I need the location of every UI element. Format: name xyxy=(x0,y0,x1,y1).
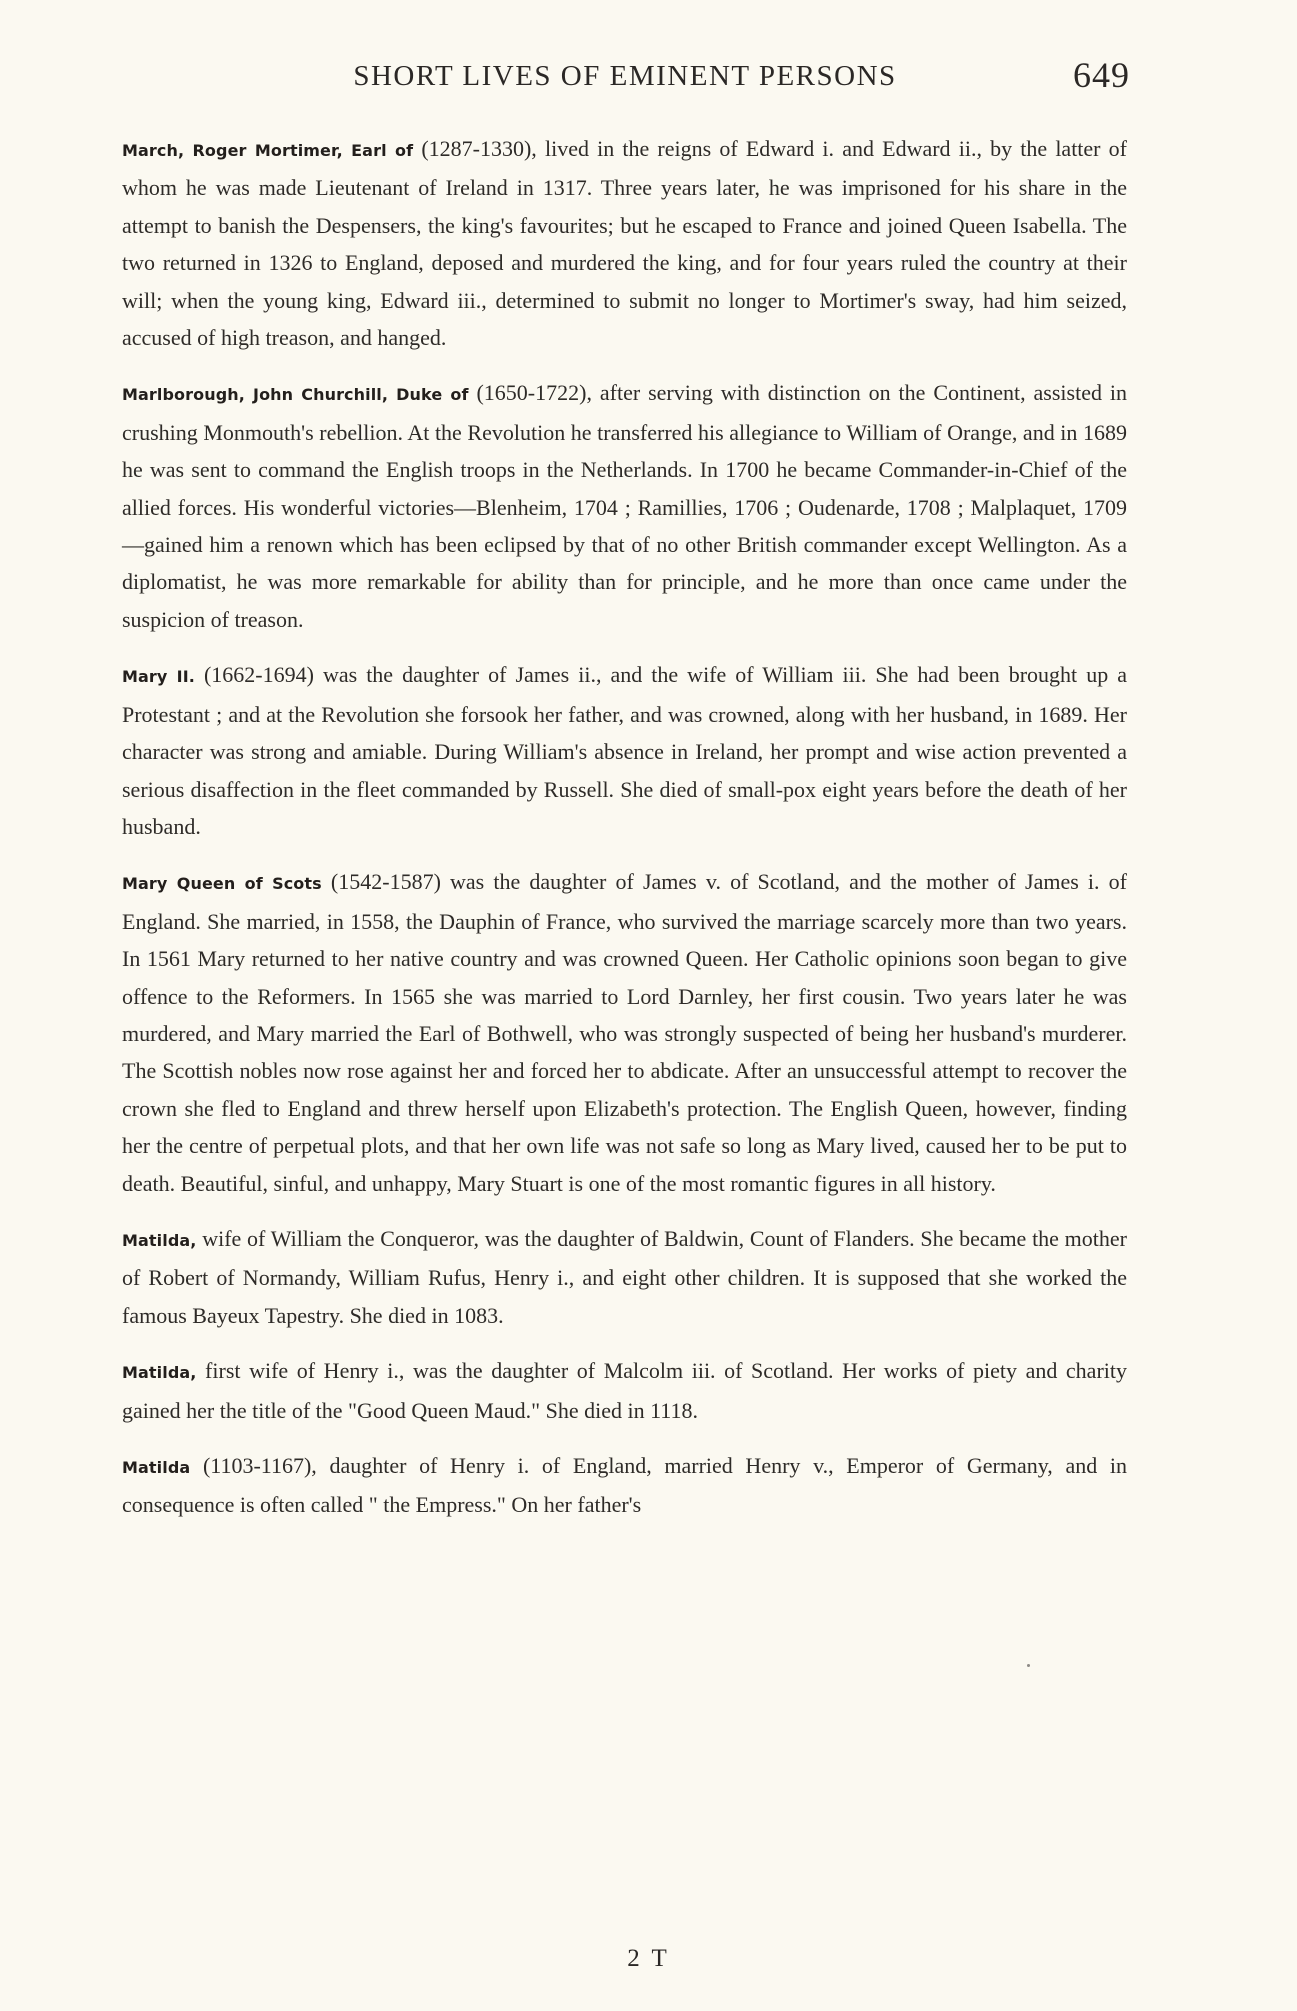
biography-entries xyxy=(122,130,1127,1542)
entry-headword: Matilda, xyxy=(122,1363,197,1383)
entry-headword: March, Roger Mortimer, Earl of xyxy=(122,141,414,160)
entry-text: (1103-1167), daughter of Henry i. of England, married Henry v., Emperor of Germany, and in consequence is often called " the Empress." On her father's xyxy=(122,1453,1127,1518)
entry-mary-queen-of-scots xyxy=(122,863,1127,1202)
running-head xyxy=(120,52,1130,100)
entry-text: (1650-1722), after serving with distinction on the Continent, assisted in crushing Monmouth's rebellion. At the Revolution he transferred his allegiance to William of Orange, and in 1689 he was sent to command the English troops in the Netherlands. In 1700 he became Commander-in-Chief of the allied forces. His wonderful victories—Blenheim, 1704 ; Ramillies, 1706 ; Oudenarde, 1708 ; Malplaquet, 1709—gained him a renown which has been eclipsed by that of no other British commander except Wellington. As a diplomatist, he was more remarkable for ability than for principle, and he more than once came under the suspicion of treason. xyxy=(122,380,1127,632)
signature-mark: 2 T xyxy=(627,1945,670,1972)
entry-headword: Mary II. xyxy=(122,667,195,687)
entry-march xyxy=(122,130,1127,356)
entry-text: (1542-1587) was the daughter of James v. of Scotland, and the mother of James i. of England. She married, in 1558, the Dauphin of France, who survived the marriage scarcely more than two years. In 1561 Mary returned to her native country and was crowned Queen. Her Catholic opinions soon began to give offence to the Reformers. In 1565 she was married to Lord Darnley, her first cousin. Two years later he was murdered, and Mary married the Earl of Bothwell, who was strongly suspected of being her husband's murderer. The Scottish nobles now rose against her and forced her to abdicate. After an unsuccessful attempt to recover the crown she fled to England and threw herself upon Elizabeth's protection. The English Queen, however, finding her the centre of perpetual plots, and that her own life was not safe so long as Mary lived, caused her to be put to death. Beautiful, sinful, and unhappy, Mary Stuart is one of the most romantic figures in all history. xyxy=(122,869,1127,1196)
entry-headword: Matilda xyxy=(122,1458,191,1477)
page-number: 649 xyxy=(1073,55,1130,95)
entry-text: (1662-1694) was the daughter of James ii., and the wife of William iii. She had been brought up a Protestant ; and at the Revolution she forsook her father, and was crowned, along with her husband, in 1689. Her character was strong and amiable. During William's absence in Ireland, her prompt and wise action prevented a serious disaffection in the fleet commanded by Russell. She died of small-pox eight years before the death of her husband. xyxy=(122,662,1127,839)
entry-matilda-empress xyxy=(122,1447,1127,1524)
entry-mary-ii xyxy=(122,656,1127,845)
entry-marlborough xyxy=(122,374,1127,638)
entry-headword: Mary Queen of Scots xyxy=(122,874,322,894)
entry-matilda-henry-i xyxy=(122,1352,1127,1429)
entry-text: wife of William the Conqueror, was the daughter of Baldwin, Count of Flanders. She became the mother of Robert of Normandy, William Rufus, Henry i., and eight other children. It is supposed that she worked the famous Bayeux Tapestry. She died in 1083. xyxy=(122,1225,1127,1328)
entry-text: first wife of Henry i., was the daughter of Malcolm iii. of Scotland. Her works of piety and charity gained her the title of the "Good Queen Maud." She died in 1118. xyxy=(122,1358,1127,1423)
entry-matilda-conqueror xyxy=(122,1220,1127,1334)
entry-headword: Marlborough, John Churchill, Duke of xyxy=(122,385,469,405)
running-title: SHORT LIVES OF EMINENT PERSONS xyxy=(353,60,897,92)
entry-text: (1287-1330), lived in the reigns of Edward i. and Edward ii., by the latter of whom he was made Lieutenant of Ireland in 1317. Three years later, he was imprisoned for his share in the attempt to banish the Despensers, the king's favourites; but he escaped to France and joined Queen Isabella. The two returned in 1326 to England, deposed and murdered the king, and for four years ruled the country at their will; when the young king, Edward iii., determined to submit no longer to Mortimer's sway, had him seized, accused of high treason, and hanged. xyxy=(122,136,1128,351)
print-speck xyxy=(1027,1664,1030,1667)
entry-headword: Matilda, xyxy=(122,1230,197,1250)
